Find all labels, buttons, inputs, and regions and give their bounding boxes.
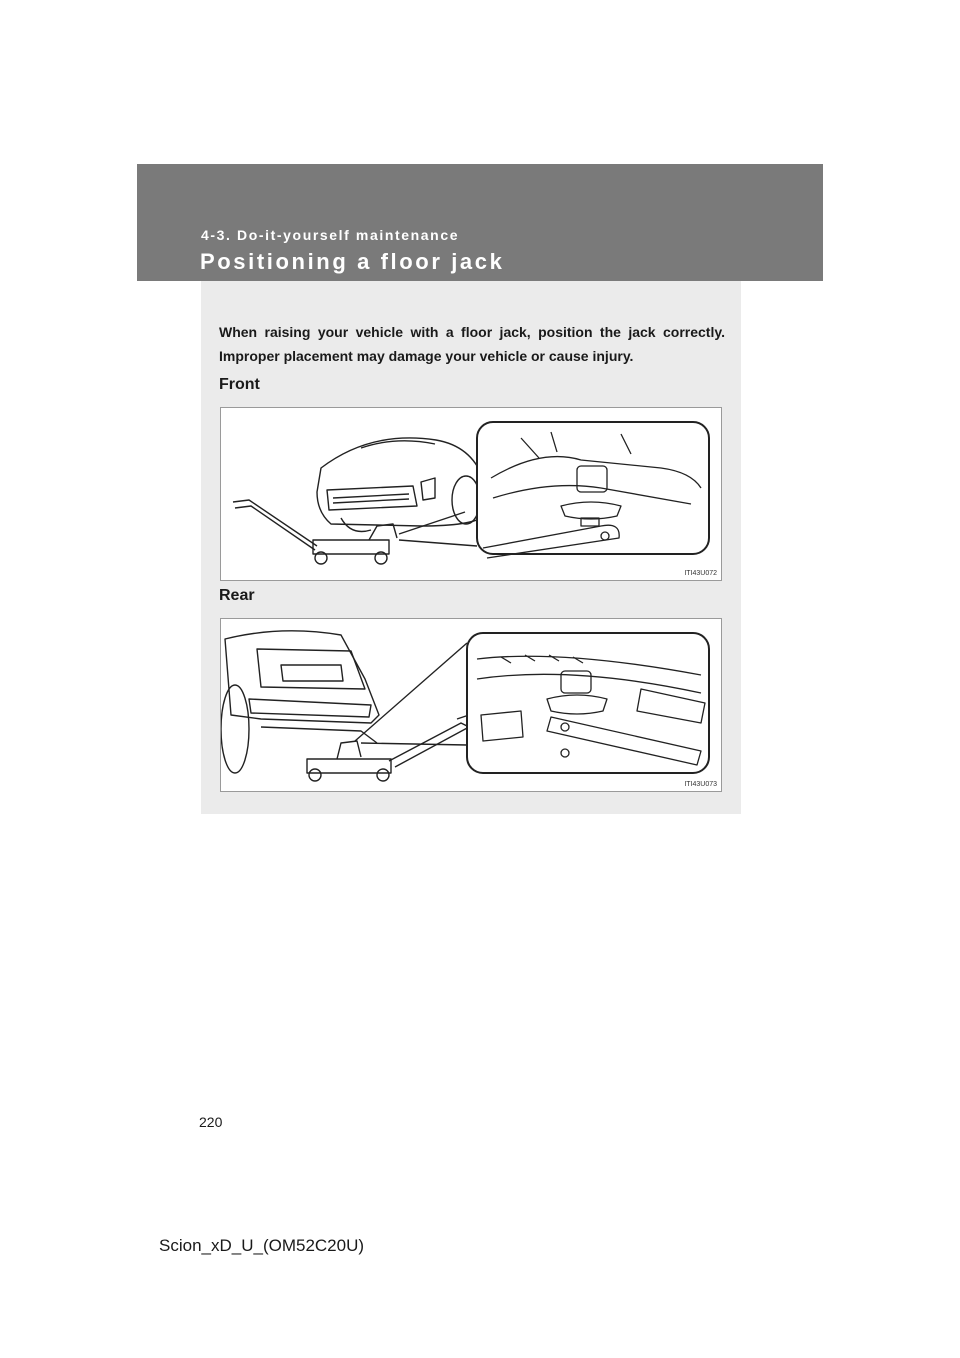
document-id: Scion_xD_U_(OM52C20U) <box>159 1236 365 1255</box>
intro-paragraph: When raising your vehicle with a floor jack, position the jack correctly. Improper placement may damage your vehicle or cause injury. <box>219 324 725 364</box>
rear-jack-drawing <box>221 619 721 791</box>
front-jack-illustration <box>220 407 722 581</box>
page-number: 220 <box>199 1114 223 1130</box>
figure-code-rear: ITI43U073 <box>684 781 717 788</box>
figure-code-front: ITI43U072 <box>684 570 717 577</box>
section-label: 4-3. Do-it-yourself maintenance <box>201 227 460 243</box>
figure-heading-front: Front <box>219 376 260 393</box>
rear-jack-illustration <box>220 618 722 792</box>
page-title: Positioning a floor jack <box>200 249 505 274</box>
front-jack-drawing <box>221 408 721 580</box>
figure-heading-rear: Rear <box>219 587 255 604</box>
